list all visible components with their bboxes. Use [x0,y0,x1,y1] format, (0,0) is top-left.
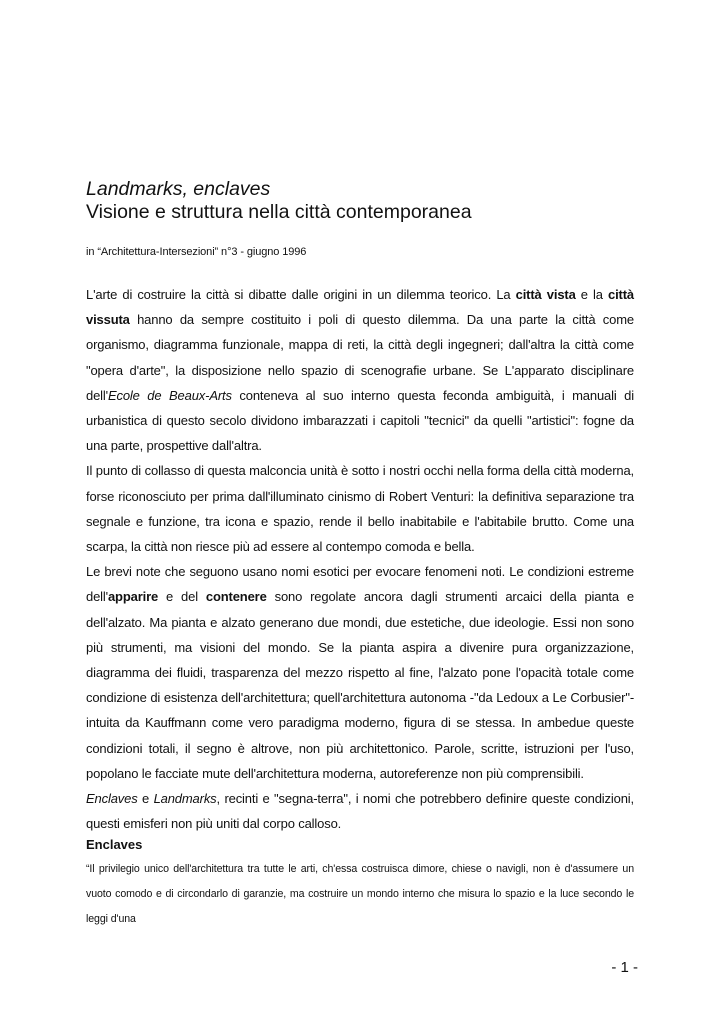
text-run: e del [158,589,206,605]
document-subtitle: Visione e struttura nella città contemporanea [86,201,472,223]
text-run: e la [575,287,609,302]
document-title: Landmarks, enclaves [86,178,271,200]
body-text [86,282,634,836]
quote-paragraph: “Il privilegio unico dell'architettura tra tutte le arti, ch'essa costruisca dimore, chiese o navigli, non è d'assumere un vuoto comodo e di circondarlo di garanzie, ma costruire un mondo interno che misura lo spazio e la luce secondo le leggi d'una [86,863,634,925]
paragraph-4 [86,786,634,836]
text-run: sono regolate ancora dagli strumenti arcaici della pianta e dell'alzato. Ma pianta e alzato generano due mondi, due estetiche, due ideologie. Essi non sono più strumenti, ma visioni del mondo. Se la pianta aspira a divenire pura organizzazione, diagramma dei fluidi, trasparenza del mezzo rispetto al fine, l'alzato pone l'opacità totale come condizione di esistenza dell'architettura; quell'architettura autonoma -"da Ledoux a Le Corbusier"- intuita da Kauffmann come vero paradigma moderno, figura di se stessa. In ambedue queste condizioni totali, il segno è altrove, non più architettonico. Parole, scritte, istruzioni per l'uso, popolano le facciate mute dell'architettura moderna, autoreferenze non più comprensibili. [86,589,634,781]
emphasis-italic: Ecole de Beaux-Arts [107,387,232,403]
page-number: - 1 - [611,959,638,976]
source-citation: in “Architettura-Intersezioni” n°3 - giugno 1996 [86,246,307,258]
text-run: L'arte di costruire la città si dibatte dalle origini in un dilemma teorico. La [86,287,516,302]
title-block [86,178,646,224]
emphasis-bold: contenere [205,589,267,605]
emphasis-bold: città vissuta [86,287,634,328]
emphasis-italic: Enclaves [86,791,138,807]
text-run: , recinti e "segna-terra", i nomi che potrebbero definire queste condizioni, questi emisferi non più uniti dal corpo calloso. [86,791,634,832]
text-run: conteneva al suo interno questa feconda ambiguità, i manuali di urbanistica di questo secolo dividono imbarazzati i capitoli "tecnici" da quelli "artistici": fogne da una parte, prospettive dall'altra. [86,387,634,454]
text-run: Le brevi note che seguono usano nomi esotici per evocare fenomeni noti. Le condizioni estreme dell' [86,564,634,605]
text-run: e [137,791,154,807]
text-run: hanno da sempre costituito i poli di questo dilemma. Da una parte la città come organismo, diagramma funzionale, mappa di reti, la città degli ingegneri; dall'altra la città come "opera d'arte", la disposizione nello spazio di scenografie urbane. Se L'apparato disciplinare dell' [86,312,634,403]
paragraph-1 [86,282,634,458]
paragraph-2: Il punto di collasso di questa malconcia unità è sotto i nostri occhi nella forma della città moderna, forse riconosciuto per prima dall'illuminato cinismo di Robert Venturi: la definitiva separazione tra segnale e funzione, tra icona e spazio, rende il bello inabitabile e l'abitabile brutto. Come una scarpa, la città non riesce più ad essere al contempo comoda e bella. [86,463,634,555]
quote-text [86,857,634,932]
emphasis-italic: Landmarks [153,791,217,807]
emphasis-bold: apparire [107,589,159,605]
section-heading: Enclaves [86,837,143,852]
paragraph-3 [86,559,634,786]
emphasis-bold: città vista [515,287,576,302]
